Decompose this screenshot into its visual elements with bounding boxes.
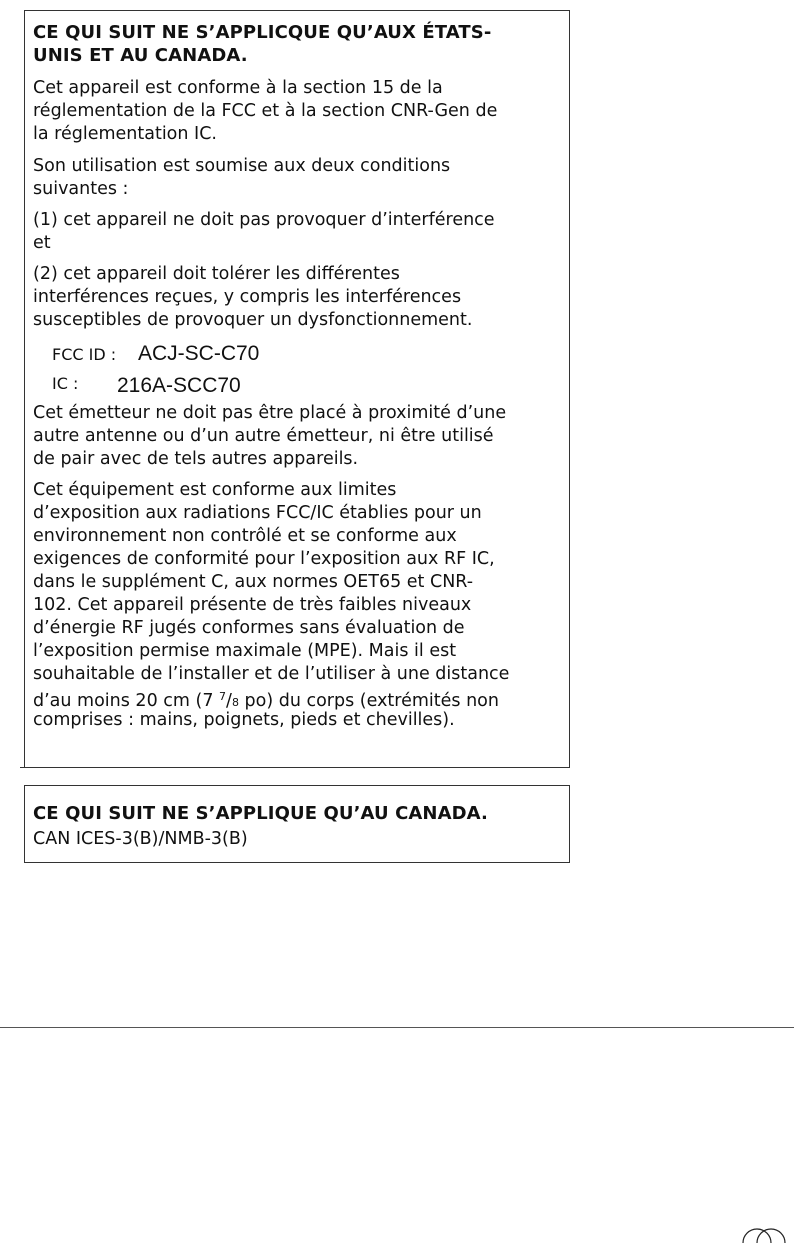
usa-canada-heading-line-2: UNIS ET AU CANADA. — [33, 45, 248, 66]
para2-line-1: Son utilisation est soumise aux deux conditions — [33, 156, 451, 176]
distance-text-after: po) du corps (extrémités non — [238, 691, 499, 711]
canada-ices-text: CAN ICES-3(B)/NMB-3(B) — [33, 829, 248, 849]
usa-canada-box-bottom-rule — [20, 767, 570, 768]
para4-line-6: 102. Cet appareil présente de très faibles niveaux — [33, 595, 472, 615]
para1-line-2: réglementation de la FCC et à la section CNR-Gen de — [33, 101, 498, 121]
fraction-slash: / — [226, 691, 232, 711]
fcc-id-label: FCC ID : — [52, 345, 117, 364]
canada-notice-box — [24, 785, 570, 863]
para4-line-5: dans le supplément C, aux normes OET65 et CNR- — [33, 572, 474, 592]
distance-text-before: d’au moins 20 cm (7 — [33, 691, 220, 711]
canada-heading: CE QUI SUIT NE S’APPLIQUE QU’AU CANADA. — [33, 803, 488, 824]
condition1-line-1: (1) cet appareil ne doit pas provoquer d’interférence — [33, 210, 495, 230]
para4-line-3: environnement non contrôlé et se conforme aux — [33, 526, 457, 546]
language-indicator-icon — [727, 1220, 789, 1244]
para1-line-1: Cet appareil est conforme à la section 15 de la — [33, 78, 443, 98]
usa-canada-notice-box — [24, 10, 570, 767]
para4-line-8: l’exposition permise maximale (MPE). Mais il est — [33, 641, 457, 661]
ic-id-label: IC : — [52, 374, 79, 393]
condition2-line-1: (2) cet appareil doit tolérer les différentes — [33, 264, 400, 284]
para3-line-1: Cet émetteur ne doit pas être placé à proximité d’une — [33, 403, 507, 423]
footer-rule — [0, 1027, 794, 1028]
condition1-line-2: et — [33, 233, 51, 253]
usa-canada-heading-line-1: CE QUI SUIT NE S’APPLICQUE QU’AUX ÉTATS- — [33, 22, 492, 43]
para3-line-3: de pair avec de tels autres appareils. — [33, 449, 359, 469]
para4-line-4: exigences de conformité pour l’exposition aux RF IC, — [33, 549, 495, 569]
para2-line-2: suivantes : — [33, 179, 129, 199]
para3-line-2: autre antenne ou d’un autre émetteur, ni être utilisé — [33, 426, 494, 446]
para4-last-line: comprises : mains, poignets, pieds et chevilles). — [33, 710, 455, 730]
condition2-line-3: susceptibles de provoquer un dysfonctionnement. — [33, 310, 473, 330]
para1-line-3: la réglementation IC. — [33, 124, 217, 144]
para4-line-7: d’énergie RF jugés conformes sans évaluation de — [33, 618, 465, 638]
para4-line-9: souhaitable de l’installer et de l’utiliser à une distance — [33, 664, 510, 684]
fraction-denominator: 8 — [231, 696, 239, 709]
fcc-id-value: ACJ-SC-C70 — [138, 342, 260, 365]
condition2-line-2: interférences reçues, y compris les interférences — [33, 287, 462, 307]
para4-line-1: Cet équipement est conforme aux limites — [33, 480, 397, 500]
para4-line-2: d’exposition aux radiations FCC/IC établies pour un — [33, 503, 482, 523]
ic-id-value: 216A-SCC70 — [117, 374, 241, 397]
fraction-numerator: 7 — [219, 690, 227, 703]
